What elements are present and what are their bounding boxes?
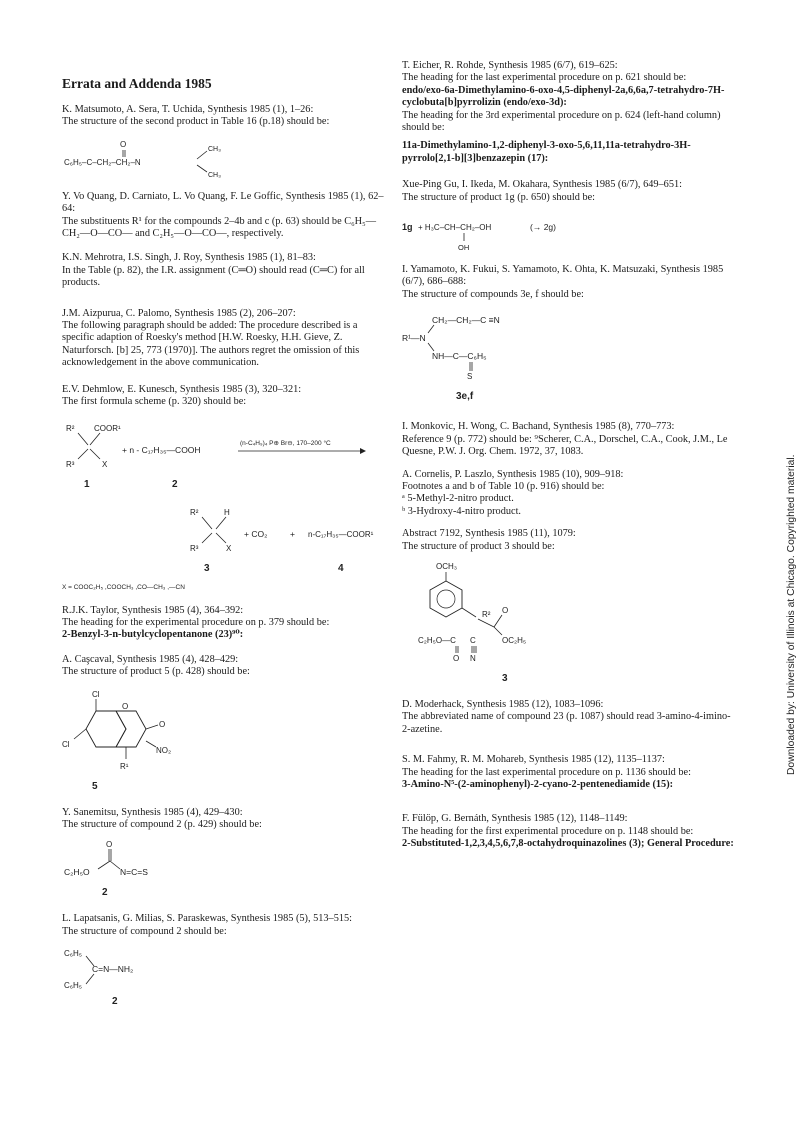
citation: E.V. Dehmlow, E. Kunesch, Synthesis 1985 (3), 320–321:: [62, 383, 302, 395]
erratum-sanemitsu: [62, 807, 392, 902]
atom-label: R²: [482, 609, 491, 619]
erratum-heading: 2-Substituted-1,2,3,4,5,6,7,8-octahydroquinazolines (3); General Procedure:: [402, 838, 734, 850]
methyl-label: CH₃: [208, 145, 221, 153]
atom-label: R¹—N: [402, 333, 426, 344]
atom-label: Cl: [92, 689, 100, 699]
reagent: +: [290, 528, 295, 539]
compound-number: 2: [112, 996, 118, 1008]
reagent: + CO₂: [244, 528, 268, 539]
atom-label: C: [470, 635, 476, 645]
atom-label: O: [122, 701, 129, 711]
erratum-text: The structure of compound 2 should be:: [62, 925, 227, 937]
download-notice-text: Downloaded by: University of Illinois at Chicago. Copyrighted material.: [786, 454, 797, 775]
citation: Y. Vo Quang, D. Carniato, L. Vo Quang, F. Le Goffic, Synthesis 1985 (1), 62–64:: [62, 190, 384, 215]
structure-hydrazone: [62, 944, 262, 1008]
atom-label: O: [159, 719, 166, 729]
erratum-text: The heading for the last experimental procedure on p. 621 should be:: [402, 72, 687, 84]
atom-label: R³: [190, 543, 199, 553]
erratum-yamamoto: [402, 264, 738, 407]
erratum-lapatsanis: [62, 913, 392, 1008]
atom-label: R¹: [120, 761, 129, 771]
chain-label: C₆H₅–C–CH₂–CH₂–N: [64, 157, 141, 167]
citation: A. Cornelis, P. Laszlo, Synthesis 1985 (10), 909–918:: [402, 468, 624, 480]
erratum-text: Footnotes a and b of Table 10 (p. 916) should be:: [402, 480, 605, 492]
erratum-text: The structure of compound 2 (p. 429) should be:: [62, 818, 262, 830]
citation: K. Matsumoto, A. Sera, T. Uchida, Synthesis 1985 (1), 1–26:: [62, 104, 314, 115]
page-title: Errata and Addenda 1985: [62, 76, 212, 91]
erratum-text: The heading for the experimental procedure on p. 379 should be:: [62, 616, 330, 628]
citation: I. Yamamoto, K. Fukui, S. Yamamoto, K. Ohta, K. Matsuzaki, Synthesis 1985 (6/7), 686–688:: [402, 264, 724, 288]
citation: J.M. Aizpurua, C. Palomo, Synthesis 1985 (2), 206–207:: [62, 307, 296, 319]
citation: S. M. Fahmy, R. M. Mohareb, Synthesis 1985 (12), 1135–1137:: [402, 754, 665, 766]
citation: T. Eicher, R. Rohde, Synthesis 1985 (6/7), 619–625:: [402, 60, 618, 71]
methyl-label: CH₃: [208, 171, 221, 179]
atom-label: O: [120, 139, 127, 149]
citation: Abstract 7192, Synthesis 1985 (11), 1079:: [402, 528, 576, 540]
erratum-fahmy: [402, 754, 738, 791]
citation: A. Caşcaval, Synthesis 1985 (4), 428–429:: [62, 653, 239, 665]
compound-number: 1g: [402, 222, 413, 233]
compound-number: (→ 2g): [530, 222, 556, 233]
erratum-dehmlow: [62, 384, 392, 595]
structure-product-3: [402, 559, 622, 687]
compound-number: 3: [204, 562, 210, 574]
footnote: ᵃ 5-Methyl-2-nitro product.: [402, 493, 514, 505]
atom-label: C₆H₅: [64, 981, 83, 991]
erratum-text: In the Table (p. 82), the I.R. assignment (C═O) should read (C═C) for all products.: [62, 264, 365, 289]
erratum-text: The heading for the first experimental procedure on p. 1148 should be:: [402, 825, 694, 837]
atom-label: O: [453, 653, 460, 663]
compound-number: 4: [338, 562, 344, 574]
left-column: [62, 66, 392, 1008]
citation: R.J.K. Taylor, Synthesis 1985 (4), 364–392:: [62, 604, 244, 616]
citation: I. Monkovic, H. Wong, C. Bachand, Synthesis 1985 (8), 770–773:: [402, 421, 675, 433]
atom-label: C₂H₅O: [64, 867, 90, 878]
erratum-text: The abbreviated name of compound 23 (p. 1087) should read 3-amino-4-imino-2-azetine.: [402, 711, 731, 735]
atom-label: X: [102, 459, 108, 469]
erratum-abstract-7192: [402, 528, 738, 687]
erratum-text: The substituents R¹ for the compounds 2–4b and c (p. 63) should be C₆H₅—CH₂—O—CO— and C₂H₅—O—CO—, respectively.: [62, 215, 376, 240]
erratum-mehrotra: [62, 252, 392, 289]
erratum-fulop: [402, 813, 738, 850]
download-notice: [772, 395, 797, 775]
erratum-moderhack: [402, 699, 738, 736]
erratum-cascaval: [62, 654, 392, 795]
compound-number: 2: [172, 478, 178, 490]
erratum-heading: endo/exo-6a-Dimethylamino-6-oxo-4,5-diphenyl-2a,6,6a,7-tetrahydro-7H-cyclobuta[b]pyrrolizin (endo/exo-3d):: [402, 84, 725, 109]
erratum-matsumoto: [62, 104, 392, 179]
compound-number: 1: [84, 478, 90, 490]
atom-label: R³: [66, 459, 75, 469]
atom-label: NH—C—C₆H₅: [432, 351, 487, 362]
atom-label: COOR¹: [94, 423, 121, 433]
erratum-text: The structure of product 1g (p. 650) should be:: [402, 191, 596, 203]
reagent: + n - C₁₇H₃₅—COOH: [122, 444, 201, 455]
citation: K.N. Mehrotra, I.S. Singh, J. Roy, Synthesis 1985 (1), 81–83:: [62, 252, 316, 264]
structure-isothiocyanate: [62, 837, 262, 901]
compound-number: 2: [102, 887, 108, 899]
atom-label: NO₂: [156, 745, 172, 755]
erratum-text: The first formula scheme (p. 320) should be:: [62, 396, 247, 408]
structure-coumarin: [62, 685, 262, 795]
compound-number: 3e,f: [456, 391, 474, 403]
erratum-aizpurua: [62, 308, 392, 370]
citation: Xue-Ping Gu, I. Ikeda, M. Okahara, Synthesis 1985 (6/7), 649–651:: [402, 179, 682, 191]
erratum-taylor: [62, 605, 392, 642]
structure-scheme: [62, 415, 392, 595]
atom-label: H: [224, 507, 230, 517]
erratum-cornelis: [402, 469, 738, 519]
erratum-gu: [402, 179, 738, 254]
citation: L. Lapatsanis, G. Milias, S. Paraskewas, Synthesis 1985 (5), 513–515:: [62, 913, 353, 925]
citation: Y. Sanemitsu, Synthesis 1985 (4), 429–430:: [62, 806, 243, 818]
compound-number: 5: [92, 780, 98, 792]
erratum-heading: 2-Benzyl-3-n-butylcyclopentanone (23)⁹⁰:: [62, 629, 244, 641]
reagent: + H₃C–CH–CH₂–OH: [418, 223, 492, 233]
citation: F. Fülöp, G. Bernáth, Synthesis 1985 (12), 1148–1149:: [402, 813, 628, 825]
citation: D. Moderhack, Synthesis 1985 (12), 1083–1096:: [402, 698, 604, 710]
atom-label: OC₂H₅: [502, 635, 527, 645]
erratum-text: The structure of the second product in Table 16 (p.18) should be:: [62, 116, 330, 128]
structure-amine: [62, 135, 262, 179]
substituent-definition: X = COOC₂H₅ ,COOCH₃ ,CO—CH₃ ,—CN: [62, 583, 185, 591]
atom-label: O: [106, 840, 113, 850]
erratum-text: The structure of compounds 3e, f should be:: [402, 288, 584, 300]
erratum-heading: 11a-Dimethylamino-1,2-diphenyl-3-oxo-5,6,11,11a-tetrahydro-3H-pyrrolo[2,1-b][3]benzazepin (17):: [402, 140, 691, 164]
atom-label: OH: [458, 243, 470, 253]
erratum-vo-quang: [62, 191, 392, 241]
atom-label: CH₂—CH₂—C ≡N: [432, 315, 500, 326]
atom-label: X: [226, 543, 232, 553]
structure-3ef: [402, 307, 622, 407]
atom-label: C₂H₅O—C: [418, 635, 456, 645]
erratum-text: The following paragraph should be added: The procedure described is a specific adaption of Roesky's method [H.W. Roesky, H.H. Gieve, Z. Naturforsch. [b] 25, 773 (1970)]. The authors regret the omission of this acknowledgement in the above communication.: [62, 320, 360, 369]
atom-label: R²: [190, 507, 199, 517]
erratum-text: The heading for the last experimental procedure on p. 1136 should be:: [402, 766, 691, 778]
atom-label: Cl: [62, 739, 70, 749]
atom-label: N=C=S: [120, 867, 148, 878]
atom-label: OCH₃: [436, 561, 458, 571]
footnote: ᵇ 3-Hydroxy-4-nitro product.: [402, 505, 522, 517]
atom-label: N: [470, 653, 476, 663]
erratum-heading: 3-Amino-N⁵-(2-aminophenyl)-2-cyano-2-pentenediamide (15):: [402, 778, 674, 790]
conditions: (n-C₄H₉)₄ P⊕ Br⊖, 170–200 °C: [240, 439, 331, 447]
erratum-text: The structure of product 3 should be:: [402, 540, 555, 552]
compound-number: 3: [502, 672, 508, 684]
atom-label: C₆H₅: [64, 949, 83, 959]
atom-label: O: [502, 605, 509, 615]
right-column: [402, 60, 738, 851]
atom-label: S: [467, 372, 473, 382]
erratum-text: The structure of product 5 (p. 428) should be:: [62, 666, 250, 678]
erratum-monkovic: [402, 421, 738, 458]
structure-1g: [402, 210, 622, 254]
erratum-eicher: [402, 60, 738, 165]
atom-label: R²: [66, 423, 75, 433]
erratum-text: The heading for the 3rd experimental procedure on p. 624 (left-hand column) should be:: [402, 109, 721, 134]
atom-label: C=N—NH₂: [92, 964, 134, 975]
reagent: n-C₁₇H₃₅—COOR¹: [308, 529, 374, 539]
erratum-text: Reference 9 (p. 772) should be: ⁹Scherer, C.A., Dorschel, C.A., Cook, J.M., Le Quesne, P.W. J. Org. Chem. 1972, 37, 1083.: [402, 433, 728, 458]
